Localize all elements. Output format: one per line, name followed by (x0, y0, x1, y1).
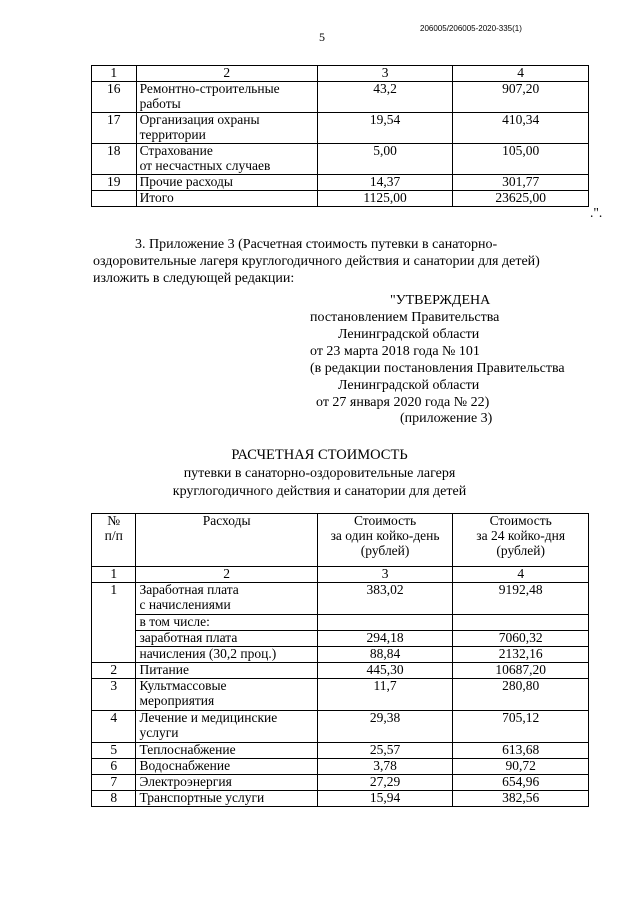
approval-line: от 23 марта 2018 года № 101 (310, 344, 480, 359)
row-number: 19 (92, 174, 137, 190)
col-number-cell: 2 (136, 66, 317, 82)
row-per-day: 25,57 (317, 742, 453, 758)
page-number: 5 (319, 30, 325, 44)
row-name (136, 582, 317, 614)
row-name-line2: услуги (139, 724, 179, 740)
row-name: начисления (30,2 проц.) (136, 646, 317, 662)
paragraph-line: оздоровительные лагеря круглогодичного действия и санатории для детей) (93, 254, 540, 269)
approval-line: постановлением Правительства (310, 310, 500, 325)
row-name (136, 710, 317, 742)
row-number: 17 (92, 112, 137, 143)
header-line: № (107, 513, 121, 528)
paragraph-line: 3. Приложение 3 (Расчетная стоимость путевки в санаторно- (135, 237, 498, 252)
row-name (136, 81, 317, 112)
table-row (92, 112, 589, 143)
table-row (92, 742, 589, 758)
row-name: в том числе: (136, 614, 317, 630)
table-row (92, 662, 589, 678)
approval-line: Ленинградской области (338, 378, 480, 393)
row-per-day: 5,00 (317, 143, 452, 174)
cost-table-continuation (91, 65, 589, 207)
row-total: 907,20 (453, 81, 589, 112)
approval-line: от 27 января 2020 года № 22) (316, 395, 490, 410)
table-row (92, 774, 589, 790)
row-total: 705,12 (453, 710, 589, 742)
header-expenses: Расходы (136, 514, 317, 567)
col-number-cell: 1 (92, 567, 136, 583)
document-code: 206005/206005-2020-335(1) (420, 24, 522, 33)
header-line: (рублей) (496, 542, 545, 558)
row-name-line1: Страхование (139, 142, 213, 158)
row-per-day: 14,37 (317, 174, 452, 190)
row-name: Прочие расходы (136, 174, 317, 190)
col-number-cell: 2 (136, 567, 317, 583)
column-numbers-row (92, 567, 589, 583)
row-name-line1: Заработная плата (139, 581, 239, 597)
table-row (92, 174, 589, 190)
row-total: 280,80 (453, 678, 589, 710)
total-per-day: 1125,00 (317, 190, 452, 206)
row-total: 7060,32 (453, 630, 589, 646)
header-line: (рублей) (360, 542, 410, 558)
total-label: Итого (136, 190, 317, 206)
row-name-line2: от несчастных случаев (139, 157, 271, 173)
cost-table (91, 513, 589, 807)
table-row (92, 614, 589, 630)
closing-quote: .". (590, 205, 603, 220)
table-row (92, 678, 589, 710)
row-per-day-empty (317, 614, 453, 630)
table-row (92, 630, 589, 646)
header-per-day (317, 514, 453, 567)
header-line: Стоимость (353, 513, 417, 528)
row-total: 2132,16 (453, 646, 589, 662)
total-sum: 23625,00 (453, 190, 589, 206)
document-subtitle: круглогодичного действия и санатории для детей (172, 484, 467, 499)
document-subtitle: путевки в санаторно-оздоровительные лагеря (183, 466, 456, 481)
col-number-cell: 3 (317, 66, 452, 82)
row-number: 6 (92, 758, 136, 774)
row-name-line2: мероприятия (139, 692, 215, 708)
row-name-line1: Ремонтно-строительные (139, 80, 280, 96)
row-number-empty (92, 646, 136, 662)
row-number: 3 (92, 678, 136, 710)
paragraph-line: изложить в следующей редакции: (93, 271, 295, 286)
table-header-row (92, 66, 589, 82)
col-number-cell: 3 (317, 567, 453, 583)
row-total-empty (453, 614, 589, 630)
col-number-cell: 1 (92, 66, 137, 82)
row-name (136, 112, 317, 143)
table-row (92, 582, 589, 614)
table-row (92, 758, 589, 774)
table-row (92, 81, 589, 112)
row-total: 613,68 (453, 742, 589, 758)
row-per-day: 3,78 (317, 758, 453, 774)
table-header-row (92, 514, 589, 567)
table-row (92, 646, 589, 662)
row-per-day: 445,30 (317, 662, 453, 678)
table-row (92, 710, 589, 742)
header-line: за 24 койко-дня (476, 527, 566, 543)
row-number: 8 (92, 790, 136, 806)
row-name (136, 678, 317, 710)
row-number: 4 (92, 710, 136, 742)
row-total: 301,77 (453, 174, 589, 190)
row-name: Транспортные услуги (136, 790, 317, 806)
row-number: 2 (92, 662, 136, 678)
row-number: 16 (92, 81, 137, 112)
row-name-line2: территории (139, 126, 206, 142)
approval-line: Ленинградской области (338, 327, 480, 342)
header-line: п/п (104, 527, 123, 543)
row-number-empty (92, 630, 136, 646)
row-per-day: 19,54 (317, 112, 452, 143)
header-line: Стоимость (489, 513, 552, 528)
row-per-day: 29,38 (317, 710, 453, 742)
document-title: РАСЧЕТНАЯ СТОИМОСТЬ (231, 447, 408, 463)
row-total: 9192,48 (453, 582, 589, 614)
row-per-day: 43,2 (317, 81, 452, 112)
row-per-day: 294,18 (317, 630, 453, 646)
row-name-line2: с начислениями (139, 596, 231, 612)
row-number: 1 (92, 582, 136, 614)
header-line: за один койко-день (330, 527, 440, 543)
row-name (136, 143, 317, 174)
row-name: Питание (136, 662, 317, 678)
row-per-day: 11,7 (317, 678, 453, 710)
row-total: 654,96 (453, 774, 589, 790)
amendment-paragraph (93, 236, 591, 287)
row-name-line1: Культмассовые (139, 677, 227, 693)
row-total: 382,56 (453, 790, 589, 806)
approval-line: "УТВЕРЖДЕНА (390, 293, 491, 308)
total-row-empty (92, 190, 137, 206)
approval-line: (в редакции постановления Правительства (310, 361, 565, 376)
row-per-day: 15,94 (317, 790, 453, 806)
row-per-day: 383,02 (317, 582, 453, 614)
row-number: 5 (92, 742, 136, 758)
row-per-day: 27,29 (317, 774, 453, 790)
row-name: заработная плата (136, 630, 317, 646)
appendix-label: (приложение 3) (400, 411, 493, 426)
table-row (92, 143, 589, 174)
row-name: Электроэнергия (136, 774, 317, 790)
row-name: Теплоснабжение (136, 742, 317, 758)
header-number (92, 514, 136, 567)
row-name-line1: Лечение и медицинские (139, 709, 278, 725)
row-name-line2: работы (139, 95, 181, 111)
col-number-cell: 4 (453, 66, 589, 82)
col-number-cell: 4 (453, 567, 589, 583)
approval-block (310, 292, 565, 411)
row-total: 105,00 (453, 143, 589, 174)
row-number: 7 (92, 774, 136, 790)
row-name-line1: Организация охраны (139, 111, 260, 127)
row-number-empty (92, 614, 136, 630)
row-total: 10687,20 (453, 662, 589, 678)
row-total: 410,34 (453, 112, 589, 143)
row-per-day: 88,84 (317, 646, 453, 662)
total-row (92, 190, 589, 206)
header-total (453, 514, 589, 567)
row-total: 90,72 (453, 758, 589, 774)
row-number: 18 (92, 143, 137, 174)
row-name: Водоснабжение (136, 758, 317, 774)
table-row (92, 790, 589, 806)
